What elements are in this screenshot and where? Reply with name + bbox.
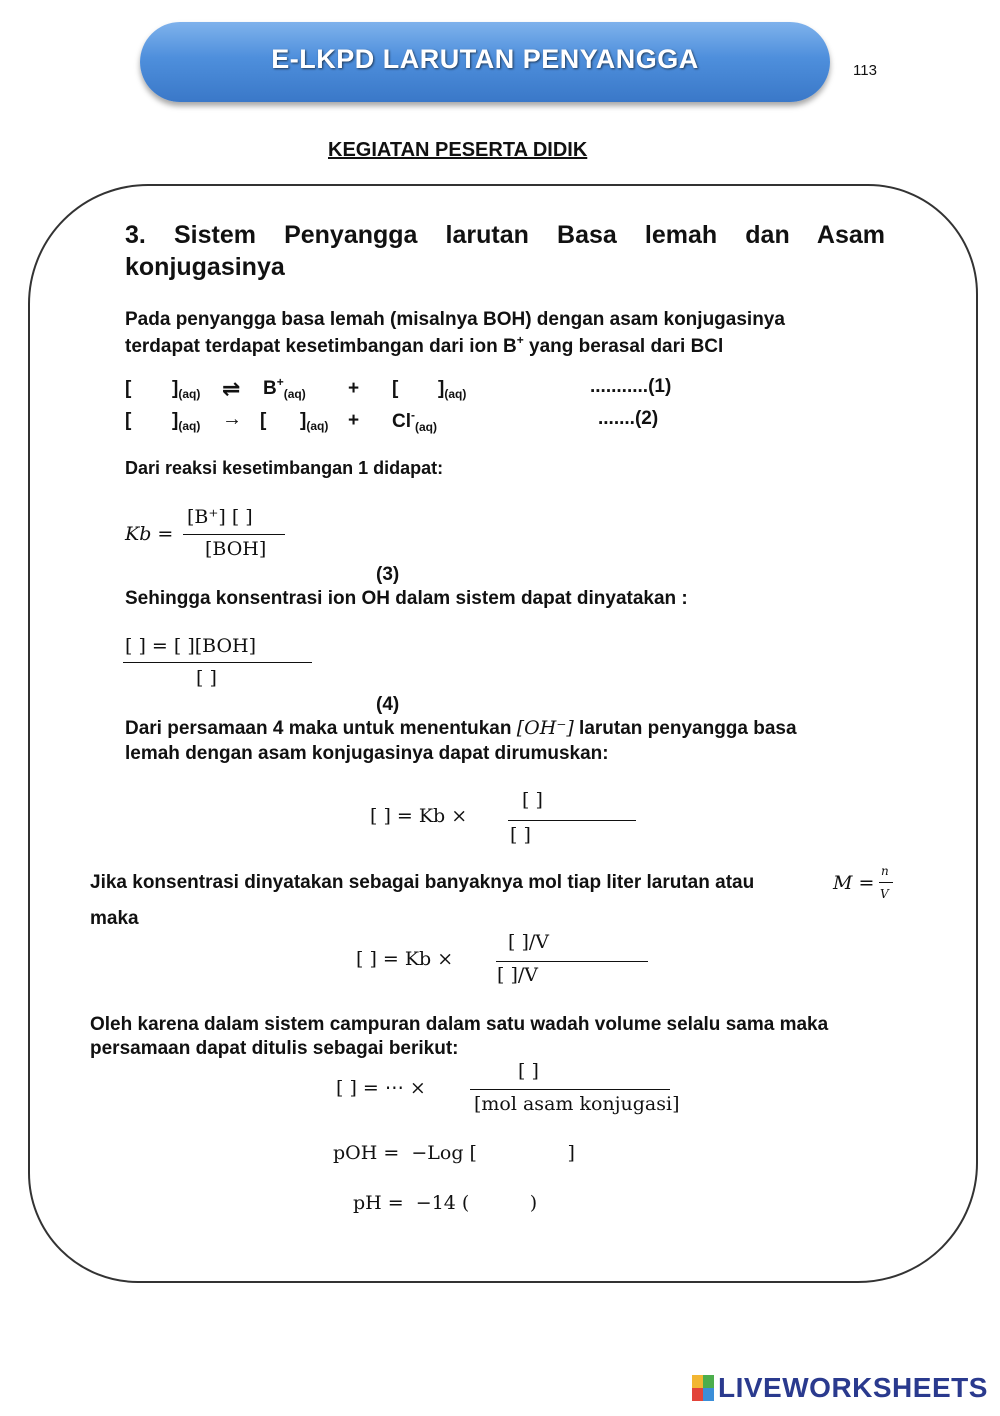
reaction-2-ion	[392, 408, 437, 434]
r1-bracket-close-2: ]	[438, 378, 445, 399]
logo-text: LIVEWORKSHEETS	[718, 1372, 988, 1403]
r2-ion: Cl	[392, 411, 411, 432]
text-sehingga: Sehingga konsentrasi ion OH dalam sistem dapat dinyatakan :	[125, 588, 688, 609]
reaction-1-bracket-open: [	[125, 378, 132, 399]
text-oleh-line-2: persamaan dapat ditulis sebagai berikut:	[90, 1038, 459, 1059]
formula-1-numerator: [ ]	[522, 789, 543, 811]
reaction-1-species-a	[172, 378, 200, 401]
intro-text-a: terdapat terdapat kesetimbangan dari ion B	[125, 336, 517, 357]
molar-lhs: M =	[833, 872, 875, 894]
r1-ion-sup: +	[276, 375, 284, 389]
text-dari-a: Dari persamaan 4 maka untuk menentukan	[125, 718, 517, 739]
poh-formula: pOH = −Log [ ]	[333, 1142, 575, 1164]
r2-ion-sup: -	[411, 408, 415, 422]
formula-2-lhs: [ ] = Kb ×	[356, 948, 454, 970]
reaction-2-label: .......(2)	[598, 408, 659, 429]
reaction-1-plus: +	[348, 378, 360, 399]
r1-aq-3: (aq)	[444, 387, 467, 401]
r1-aq-2: (aq)	[283, 387, 306, 401]
header-title: E-LKPD LARUTAN PENYANGGA	[271, 43, 699, 74]
text-maka: maka	[90, 908, 139, 929]
text-dari-line-1	[125, 717, 797, 740]
page-number: 113	[853, 62, 877, 79]
reaction-2-species-b	[300, 410, 328, 433]
intro-line-1: Pada penyangga basa lemah (misalnya BOH) dengan asam konjugasinya	[125, 309, 785, 330]
r2-aq-2: (aq)	[306, 419, 329, 433]
section-title: 3. Sistem Penyangga larutan Basa lemah dan Asam konjugasinya	[125, 221, 885, 281]
formula-3-fraction-bar	[470, 1089, 670, 1090]
text-equilibrium-1: Dari reaksi kesetimbangan 1 didapat:	[125, 458, 444, 478]
formula-2-denominator: [ ]/V	[497, 964, 538, 986]
r1-aq-1: (aq)	[178, 387, 201, 401]
reaction-1-ion	[263, 375, 306, 401]
r1-ion: B	[263, 378, 277, 399]
molar-denominator: V	[880, 887, 889, 901]
formula-3-lhs: [ ] = ⋯ ×	[336, 1077, 426, 1099]
r2-bracket-close-2: ]	[300, 410, 307, 431]
intro-sup: +	[516, 333, 524, 347]
equation-label-4: (4)	[376, 694, 400, 715]
formula-1-denominator: [ ]	[510, 824, 531, 846]
formula-1-lhs: [ ] = Kb ×	[370, 805, 468, 827]
text-dari-line-2: lemah dengan asam konjugasinya dapat dirumuskan:	[125, 743, 609, 764]
ph-formula: pH = −14 ( )	[353, 1192, 538, 1214]
equation-label-3: (3)	[376, 564, 400, 585]
text-oleh-line-1: Oleh karena dalam sistem campuran dalam satu wadah volume selalu sama maka	[90, 1014, 829, 1035]
formula-3-denominator: [mol asam konjugasi]	[474, 1093, 680, 1115]
reaction-2-arrow: →	[222, 408, 242, 430]
r2-bracket-close: ]	[172, 410, 179, 431]
header-banner	[140, 22, 830, 102]
kb-denominator: [BOH]	[205, 538, 267, 560]
text-dari-b: larutan penyangga basa	[573, 718, 797, 739]
liveworksheets-logo	[692, 1372, 988, 1404]
reaction-2-bracket-open-2: [	[260, 410, 267, 431]
kb-fraction-bar	[183, 534, 285, 535]
reaction-2-bracket-open: [	[125, 410, 132, 431]
r1-bracket-close: ]	[172, 378, 179, 399]
section-heading: KEGIATAN PESERTA DIDIK	[328, 139, 588, 161]
r2-aq-3: (aq)	[415, 420, 437, 434]
molar-fraction-bar	[879, 882, 893, 883]
reaction-2-species-a	[172, 410, 200, 433]
oh-denominator: [ ]	[196, 667, 217, 689]
logo-mark-icon	[692, 1375, 714, 1401]
formula-2-numerator: [ ]/V	[508, 931, 549, 953]
reaction-1-arrow: ⇌	[222, 376, 241, 401]
intro-line-2	[125, 333, 723, 358]
kb-numerator: [B⁺] [ ]	[187, 506, 253, 528]
reaction-1-bracket-open-2: [	[392, 378, 399, 399]
r2-aq-1: (aq)	[178, 419, 201, 433]
molar-numerator: n	[881, 864, 889, 878]
formula-1-fraction-bar	[508, 820, 636, 821]
kb-lhs: Kb =	[125, 523, 174, 545]
reaction-2-plus: +	[348, 410, 360, 431]
oh-numerator: [ ] = [ ][BOH]	[125, 635, 257, 657]
intro-text-b: yang berasal dari BCl	[523, 336, 724, 357]
formula-3-numerator: [ ]	[518, 1060, 539, 1082]
text-jika: Jika konsentrasi dinyatakan sebagai banyaknya mol tiap liter larutan atau	[90, 872, 755, 893]
formula-2-fraction-bar	[496, 961, 648, 962]
reaction-1-species-c	[438, 378, 466, 401]
oh-ion-symbol: [OH⁻]	[516, 717, 574, 739]
oh-fraction-bar	[123, 662, 312, 663]
reaction-1-label: ...........(1)	[590, 376, 672, 397]
